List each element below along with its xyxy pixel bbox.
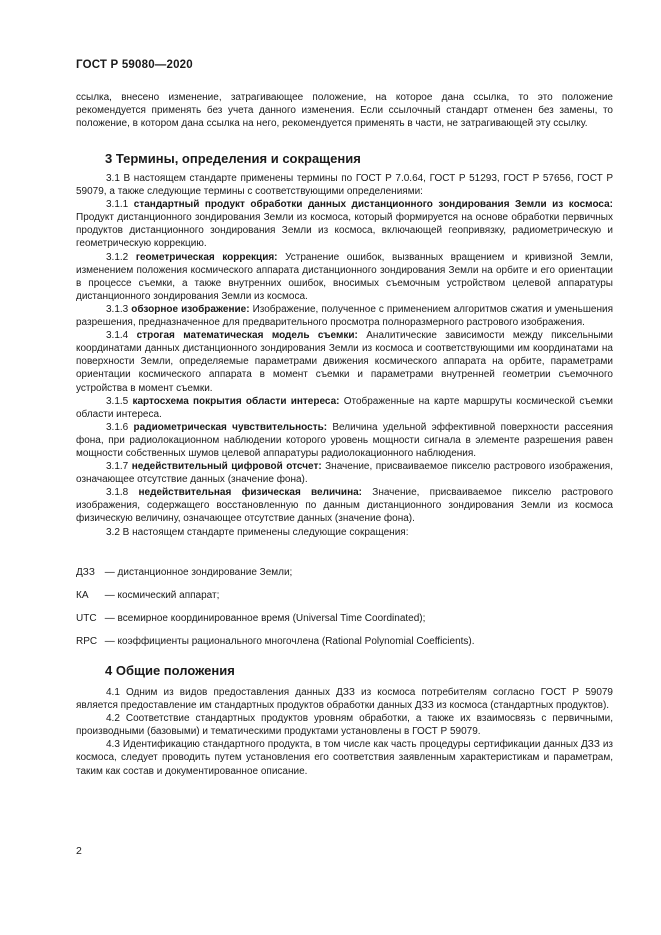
section-4-title: 4 Общие положения — [105, 663, 235, 678]
term-3-1-4 — [76, 329, 613, 394]
abbreviation-text: — дистанционное зондирование Земли; — [104, 567, 293, 578]
term-number: 3.1.7 — [106, 461, 129, 473]
paragraph-4-2: 4.2 Соответствие стандартных продуктов уровням обработки, а также их взаимосвязь с первичными, производными (базовыми) и тематическими продуктами установлены в ГОСТ Р 59079. — [76, 713, 613, 738]
term-number: 3.1.6 — [106, 421, 129, 433]
paragraph-4-3: 4.3 Идентификацию стандартного продукта, в том числе как часть процедуры сертификации данных ДЗЗ из космоса, следует проводить путем установления его соответствия заявленным характеристикам и параметрам, таким как состав и документированное описание. — [76, 739, 613, 777]
section-3-title: 3 Термины, определения и сокращения — [105, 151, 361, 166]
abbreviation-item — [76, 567, 292, 578]
term-definition: Продукт дистанционного зондирования Земли из космоса, который формируется на основе обработки первичных продуктов дистанционного зондирования Земли из космоса, включающей геопривязку, радиометрическую и геометрическую коррекцию. — [76, 212, 613, 250]
term-3-1-1 — [76, 198, 613, 250]
intro-text: ссылка, внесено изменение, затрагивающее положение, на которое дана ссылка, то это положение рекомендуется применять без учета данного изменения. Если ссылочный стандарт отменен без замены, то положение, в котором дана ссылка на него, рекомендуется применять в части, не затрагивающей эту ссылку. — [76, 92, 613, 130]
abbreviation-item — [76, 613, 425, 624]
abbreviation-text: — коэффициенты рационального многочлена (Rational Polynomial Coefficients). — [104, 636, 475, 647]
abbreviation-code: ДЗЗ — [76, 567, 95, 578]
abbreviation-code: КА — [76, 590, 89, 601]
term-3-1-7 — [76, 460, 613, 486]
abbreviation-item — [76, 636, 475, 647]
term-name: геометрическая коррекция: — [135, 251, 278, 263]
paragraph-3-1: 3.1 В настоящем стандарте применены термины по ГОСТ Р 7.0.64, ГОСТ Р 51293, ГОСТ Р 57656, ГОСТ Р 59079, а также следующие термины с соответствующими определениями: — [76, 173, 613, 198]
term-number: 3.1.2 — [106, 251, 129, 263]
term-name: строгая математическая модель съемки: — [136, 330, 358, 342]
section-4-body — [76, 686, 613, 778]
term-name: радиометрическая чувствительность: — [133, 421, 328, 433]
term-number: 3.1.4 — [106, 330, 129, 342]
term-3-1-5 — [76, 395, 613, 421]
term-3-1-8 — [76, 486, 613, 525]
paragraph-4-1: 4.1 Одним из видов предоставления данных ДЗЗ из космоса потребителям согласно ГОСТ Р 59079 является предоставление им стандартных продуктов обработки данных ДЗЗ из космоса (стандартных продуктов). — [76, 687, 613, 712]
intro-paragraph — [76, 91, 613, 130]
term-name: картосхема покрытия области интереса: — [132, 395, 340, 407]
term-name: недействительный цифровой отсчет: — [131, 461, 322, 473]
abbreviation-item — [76, 590, 219, 601]
term-definition: Устранение ошибок, вызванных вращением и кривизной Земли, изменением положения космического аппарата дистанционного зондирования Земли на орбите и его ориентации в процессе съемки, а также внутренних ошибок, вносимых съемочным устройством целевой аппаратуры дистанционного зондирования Земли из космоса. — [76, 251, 613, 302]
term-number: 3.1.8 — [106, 487, 129, 499]
abbreviation-text: — всемирное координированное время (Universal Time Coordinated); — [104, 613, 426, 624]
term-definition: Изображение, полученное с применением алгоритмов сжатия и уменьшения разрешения, предназначенное для предварительного просмотра полноразмерного растрового изображения. — [76, 303, 613, 329]
term-number: 3.1.5 — [106, 395, 129, 407]
term-definition: Значение, присваиваемое пикселю растрового изображения, содержащего восстановленную по данным дистанционного зондирования Земли из космоса физическую величину, означающее отсутствие данных (значение фона). — [76, 487, 614, 525]
term-3-1-3 — [76, 303, 613, 329]
abbreviation-text: — космический аппарат; — [104, 590, 220, 601]
term-3-1-6 — [76, 421, 613, 460]
term-name: недействительная физическая величина: — [138, 487, 363, 499]
abbreviation-code: RPC — [76, 636, 98, 647]
abbreviation-code: UTC — [76, 613, 97, 624]
document-header: ГОСТ Р 59080—2020 — [76, 59, 193, 71]
term-definition: Величина удельной эффективной поверхности рассеяния фона, при радиолокационном наблюдении которого уровень мощности сигнала в элементе разрешения равен мощности собственных шумов целевой аппаратуры радиолокационного наблюдения. — [76, 421, 614, 459]
term-number: 3.1.1 — [106, 199, 129, 211]
paragraph-3-2: 3.2 В настоящем стандарте применены следующие сокращения: — [106, 526, 409, 538]
term-number: 3.1.3 — [106, 303, 129, 315]
term-name: стандартный продукт обработки данных дистанционного зондирования Земли из космоса: — [133, 199, 613, 211]
term-name: обзорное изображение: — [131, 303, 250, 315]
section-3-body — [76, 172, 613, 539]
term-definition: Отображенные на карте маршруты космической съемки области интереса. — [76, 395, 613, 420]
page-number: 2 — [76, 845, 82, 857]
term-definition: Аналитические зависимости между пиксельными координатами данных дистанционного зондирования Земли из космоса и соответствующими им координатами на поверхности Земли, определяемые параметрами движения космического аппарата на орбите, параметрами ориентации космического аппарата в момент съемки и параметрами внутренней геометрии съемочного устройства в момент съемки. — [76, 330, 613, 394]
term-definition: Значение, присваиваемое пикселю растрового изображения, означающее отсутствие данных (значение фона). — [76, 461, 613, 486]
term-3-1-2 — [76, 251, 613, 303]
